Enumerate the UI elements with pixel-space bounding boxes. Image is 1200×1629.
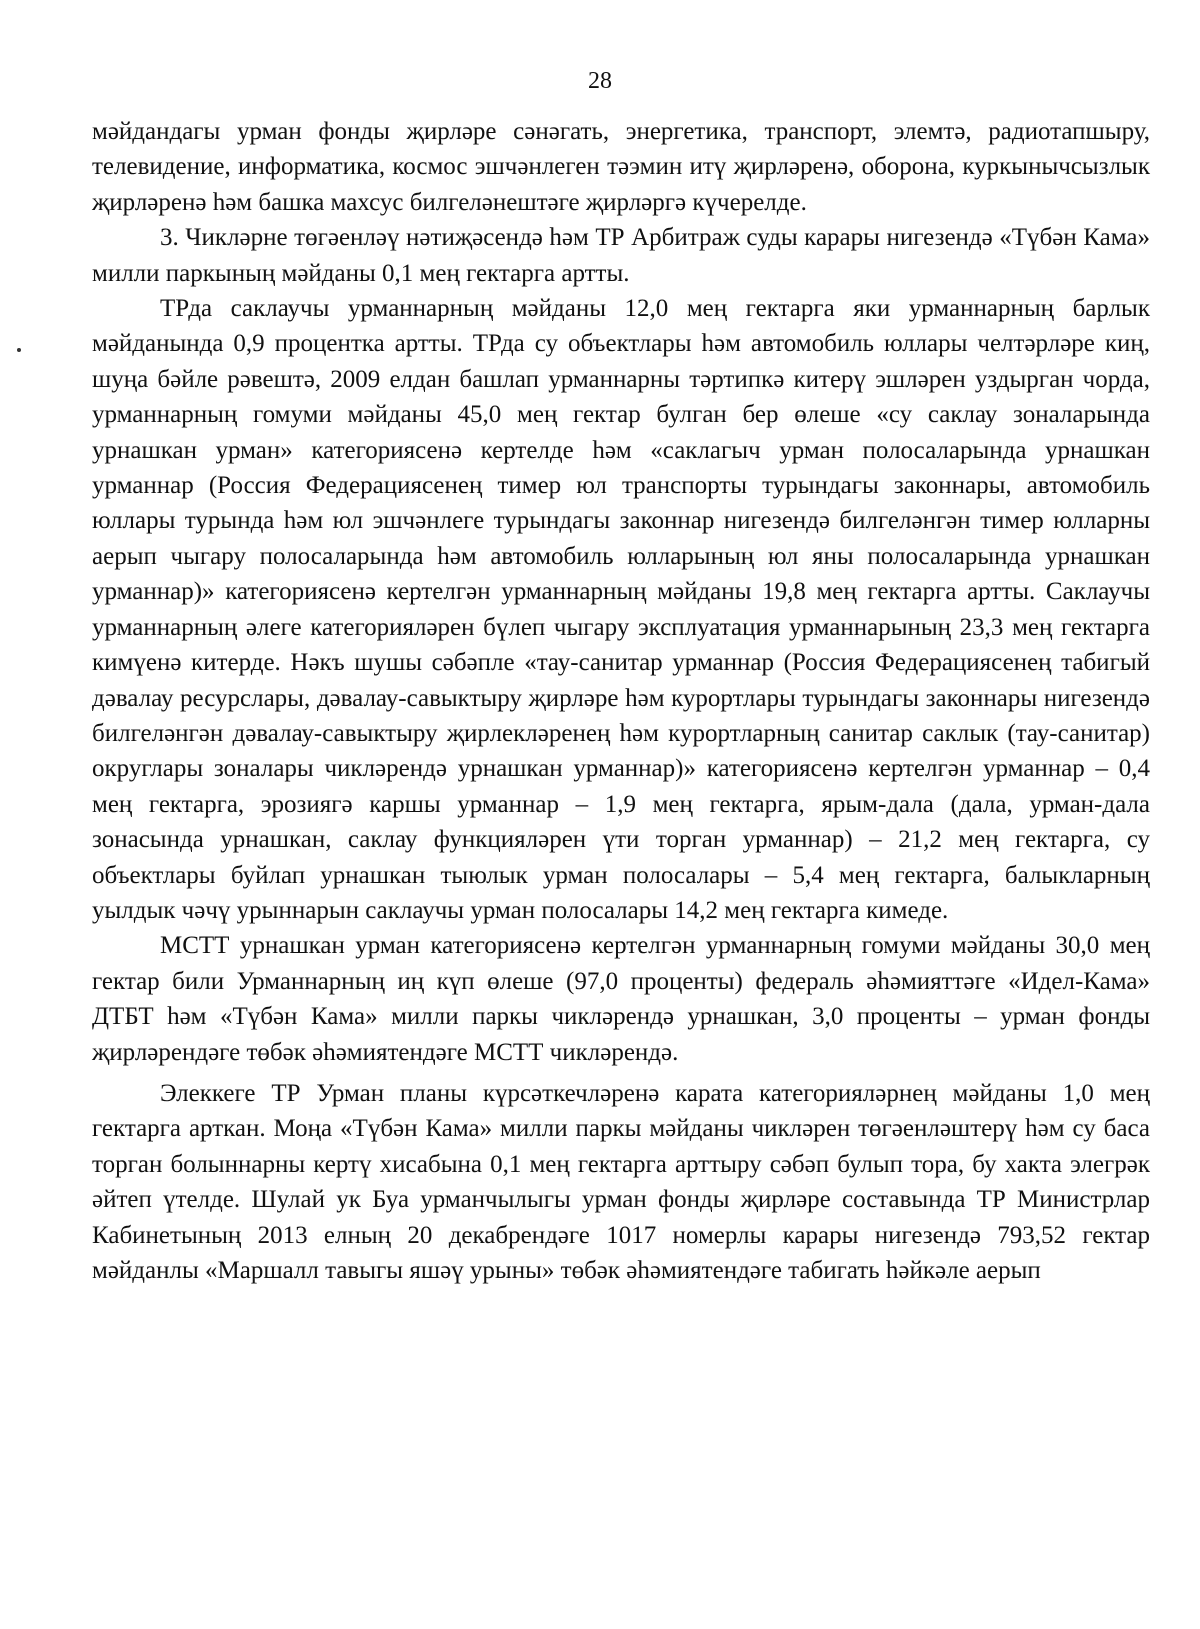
paragraph-1: мәйдандагы урман фонды җирләре сәнәгать, энергетика, транспорт, элемтә, радиотапшыру, телевидение, информатика, космос эшчәнлеген тәэмин итү җирләренә, оборона, куркынычсызлык җирләренә һәм башка махсус билгеләнештәге җирләргә күчерелде. [92, 118, 1150, 216]
page-number: 28 [588, 68, 612, 94]
document-body [92, 114, 1150, 1288]
margin-mark [17, 348, 21, 352]
paragraph-5: Элеккеге ТР Урман планы күрсәткечләренә карата категорияләрнең мәйданы 1,0 мең гектарга арткан. Моңа «Түбән Кама» милли паркы мәйданы чикләрен төгәенләштерү һәм су баса торган болыннарны кертү хисабына 0,1 мең гектарга арттыру сәбәп булып тора, бу хакта элегрәк әйтеп үтелде. Шулай ук Буа урманчылыгы урман фонды җирләре составында ТР Министрлар Кабинетының 2013 елның 20 декабрендәге 1017 номерлы карары нигезендә 793,52 гектар мәйданлы «Маршалл тавыгы яшәү урыны» төбәк әһәмиятендәге табигать һәйкәле аерып [92, 1079, 1150, 1284]
paragraph-2: 3. Чикләрне төгәенләү нәтиҗәсендә һәм ТР Арбитраж суды карары нигезендә «Түбән Кама» милли паркының мәйданы 0,1 мең гектарга артты. [92, 224, 1150, 287]
paragraph-3: ТРда саклаучы урманнарның мәйданы 12,0 мең гектарга яки урманнарның барлык мәйданында 0,9 процентка артты. ТРда су объектлары һәм автомобиль юллары челтәрләре киң, шуңа бәйле рәвештә, 2009 елдан башлап урманнарны тәртипкә китерү эшләрен уздырган чорда, урманнарның гомуми мәйданы 45,0 мең гектар булган бер өлеше «су саклау зоналарында урнашкан урман» категориясенә кертелде һәм «саклагыч урман полосаларында урнашкан урманнар (Россия Федерациясенең тимер юл транспорты турындагы законнары, автомобиль юллары турында һәм юл эшчәнлеге турындагы законнар нигезендә билгеләнгән тимер юлларны аерып чыгару полосаларында һәм автомобиль юлларының юл яны полосаларында урнашкан урманнар)» категориясенә кертелгән урманнарның мәйданы 19,8 мең гектарга артты. Саклаучы урманнарның әлеге категорияләрен бүлеп чыгару эксплуатация урманнарының 23,3 мең гектарга кимүенә китерде. Нәкъ шушы сәбәпле «тау-санитар урманнар (Россия Федерациясенең табигый дәвалау ресурслары, дәвалау-савыктыру җирләре һәм курортлары турындагы законнары нигезендә билгеләнгән дәвалау-савыктыру җирлекләренең һәм курортларның санитар саклык (тау-санитар) округлары зоналары чикләрендә урнашкан урманнар)» категориясенә кертелгән урманнар – 0,4 мең гектарга, эрозиягә каршы урманнар – 1,9 мең гектарга, ярым-дала (дала, урман-дала зонасында урнашкан, саклау функцияләрен үти торган урманнар) – 21,2 мең гектарга, су объектлары буйлап урнашкан тыюлык урман полосалары – 5,4 мең гектарга, балыкларның уылдык чәчү урыннарын саклаучы урман полосалары 14,2 мең гектарга кимеде. [92, 295, 1150, 924]
paragraph-4: МСТТ урнашкан урман категориясенә кертелгән урманнарның гомуми мәйданы 30,0 мең гектар били Урманнарның иң күп өлеше (97,0 проценты) федераль әһәмияттәге «Идел-Кама» ДТБТ һәм «Түбән Кама» милли паркы чикләрендә урнашкан, 3,0 проценты – урман фонды җирләрендәге төбәк әһәмиятендәге МСТТ чикләрендә. [92, 932, 1150, 1066]
